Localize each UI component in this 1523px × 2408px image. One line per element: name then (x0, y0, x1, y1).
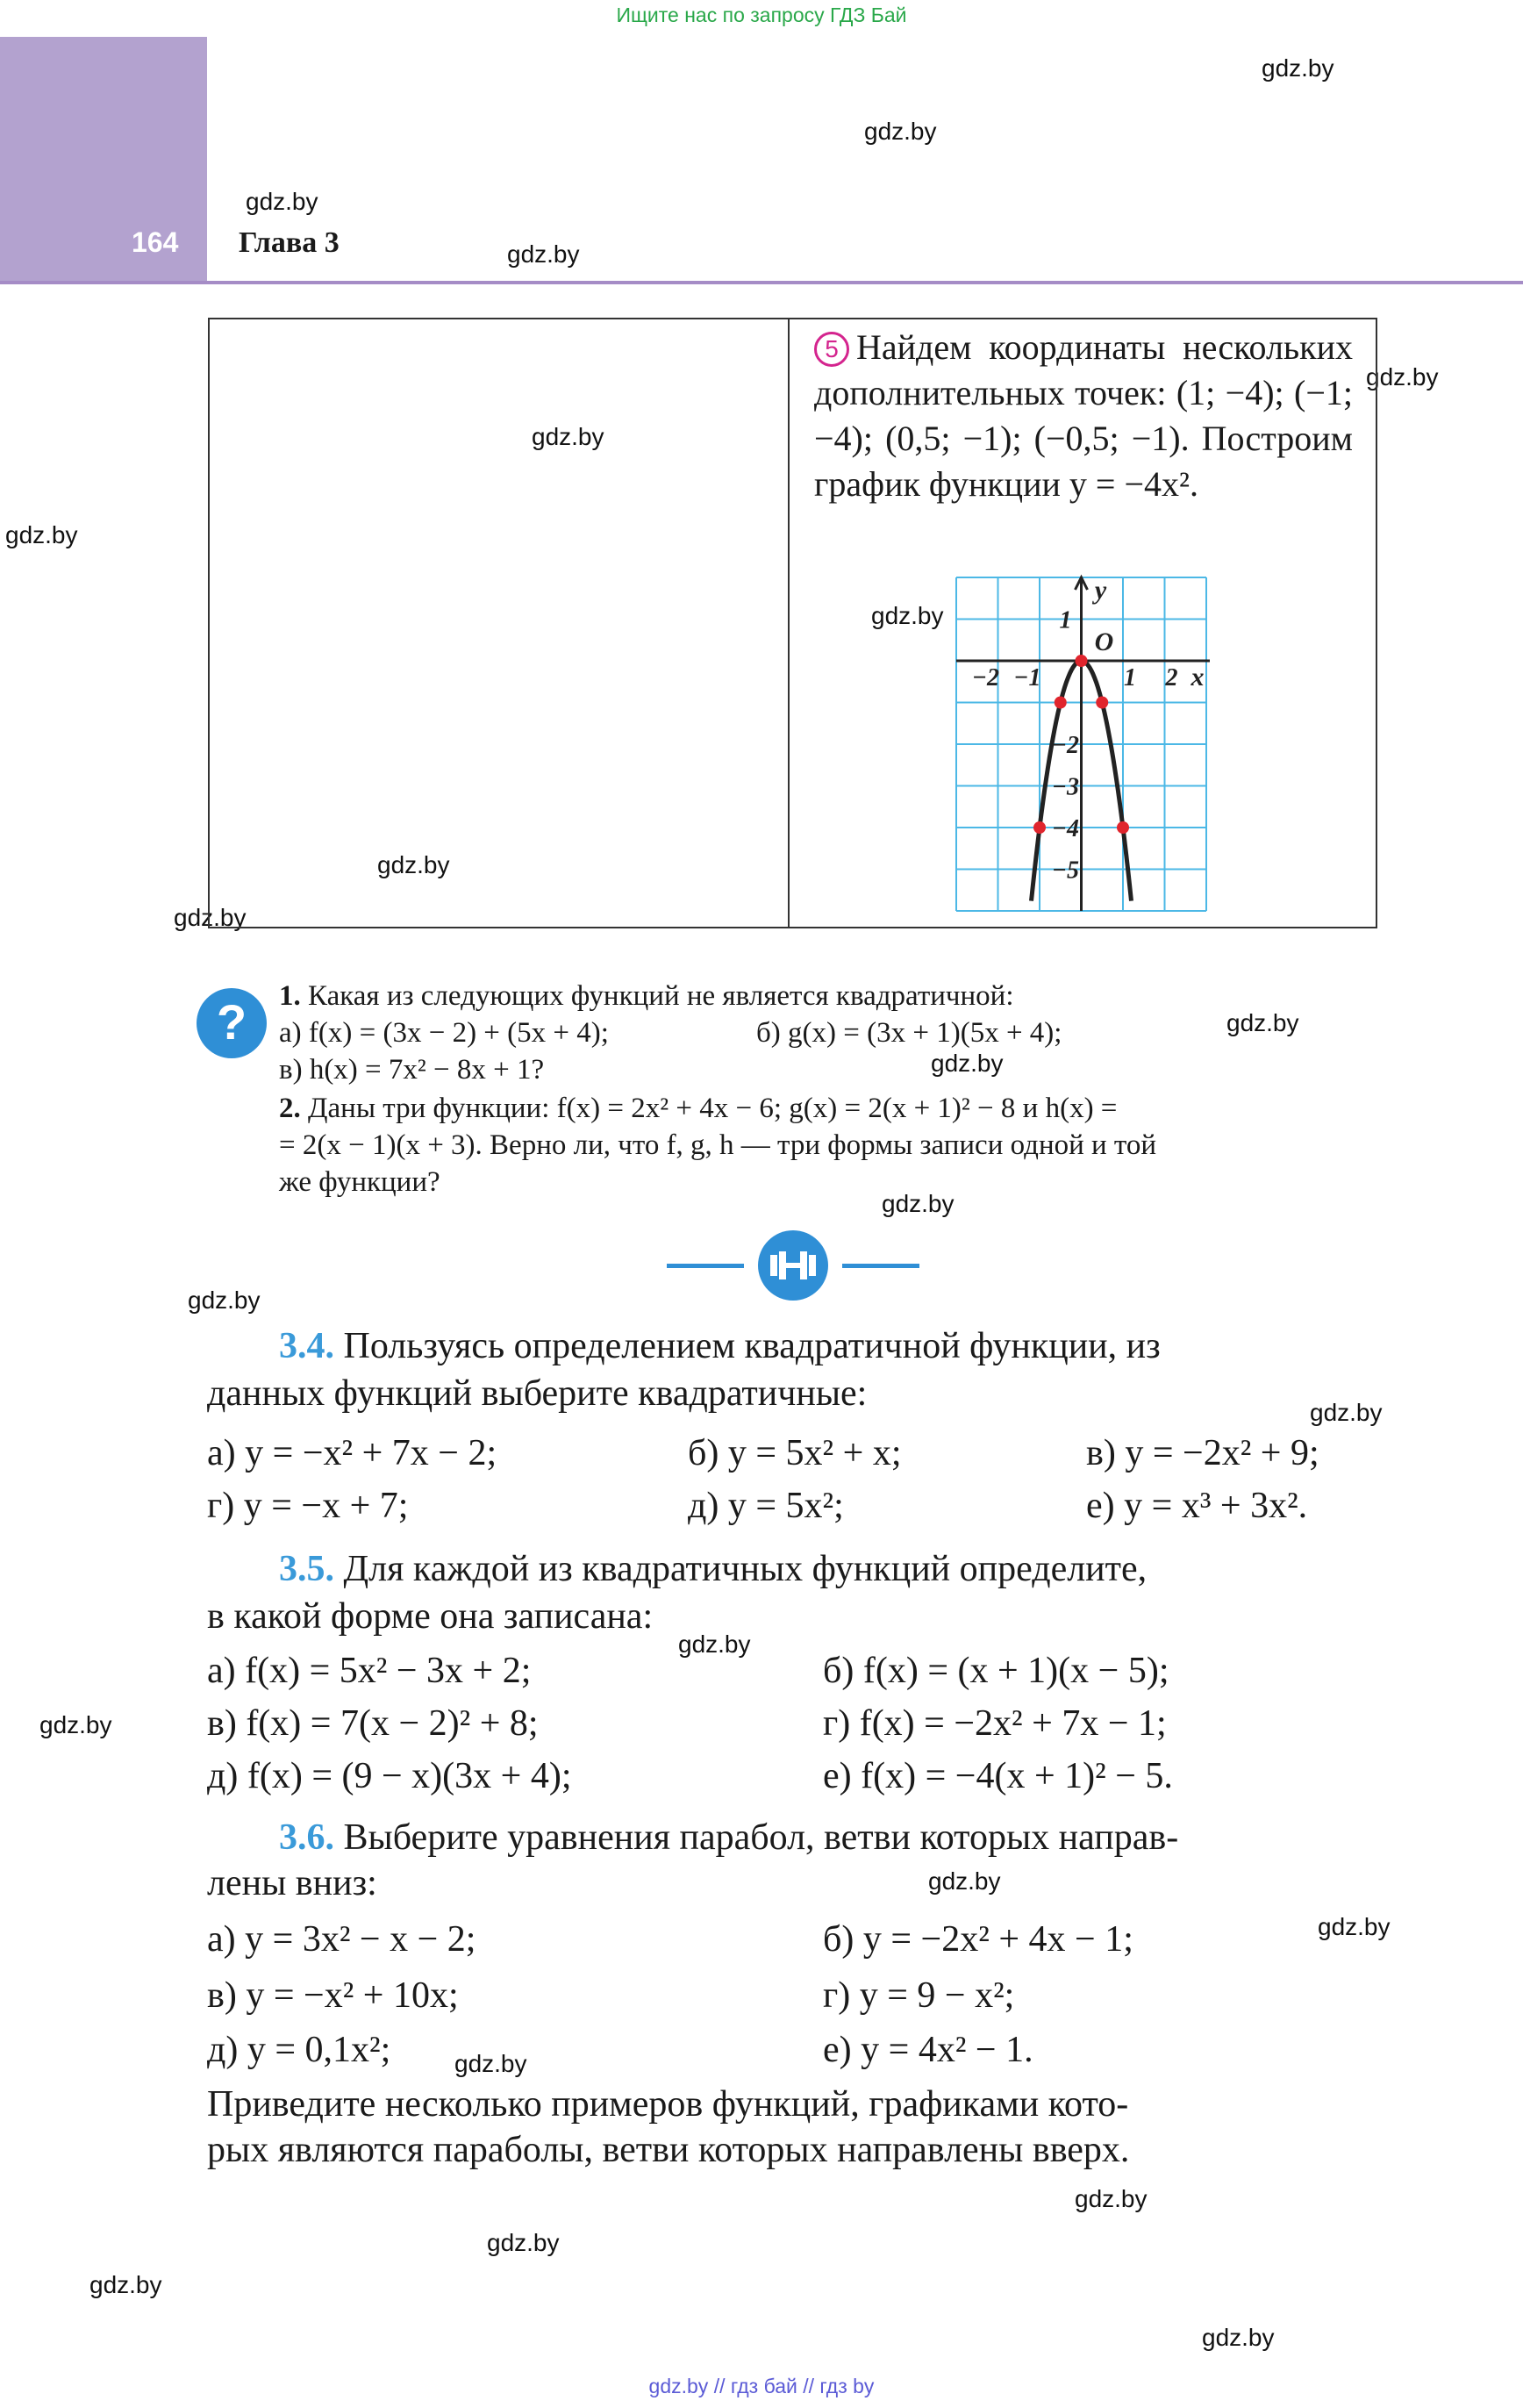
parabola-graph (947, 572, 1228, 914)
y-tick-label: −3 (1052, 773, 1079, 801)
problem-3-6-extra-line1: Приведите несколько примеров функций, графиками кото- (207, 2084, 1129, 2125)
x-tick-label: 2 (1165, 664, 1178, 692)
watermark: gdz.by (1226, 1009, 1299, 1036)
watermark: gdz.by (1262, 54, 1334, 82)
y-tick-label: −5 (1052, 856, 1079, 885)
watermark: gdz.by (1075, 2185, 1148, 2212)
watermark: gdz.by (487, 2229, 560, 2256)
problem-3-5-c: в) f(x) = 7(x − 2)² + 8; (207, 1703, 539, 1744)
watermark: gdz.by (871, 602, 944, 629)
footer-links[interactable]: gdz.by // гдз бай // гдз by (648, 2375, 875, 2397)
graph-labels (972, 576, 1204, 885)
problem-3-5-d: г) f(x) = −2x² + 7x − 1; (823, 1703, 1167, 1744)
watermark: gdz.by (928, 1867, 1001, 1895)
problem-3-4-d: г) y = −x + 7; (207, 1486, 409, 1526)
section-divider-right (842, 1264, 919, 1268)
problem-3-4-line2: данных функций выберите квадратичные: (207, 1373, 868, 1414)
origin-label: O (1094, 627, 1114, 656)
dumbbell-icon (758, 1230, 828, 1301)
step-5-body: Найдем координаты нескольких дополнительных точек: (1; −4); (−1; −4); (0,5; −1); (−0,5; −1). Построим график функции y = −4x². (814, 327, 1353, 504)
y-axis-label: y (1094, 576, 1107, 605)
question-2-line3: же функции? (279, 1166, 440, 1198)
data-point (1096, 697, 1108, 709)
problem-3-6-d: г) y = 9 − x²; (823, 1975, 1015, 2016)
data-point (1055, 697, 1067, 709)
problem-3-4-line1: 3.4. Пользуясь определением квадратичной функции, из (279, 1326, 1161, 1366)
y-tick-label: 1 (1059, 606, 1072, 634)
y-tick-label: −4 (1052, 815, 1079, 842)
watermark: gdz.by (931, 1050, 1004, 1077)
x-tick-label: 1 (1124, 664, 1136, 692)
question-2: 2. Даны три функции: f(x) = 2x² + 4x − 6; g(x) = 2(x + 1)² − 8 и h(x) = (279, 1093, 1118, 1124)
problem-3-4-b: б) y = 5x² + x; (688, 1433, 902, 1473)
watermark: gdz.by (864, 118, 937, 145)
exercise-icon (758, 1230, 828, 1301)
problem-3-6-c: в) y = −x² + 10x; (207, 1975, 459, 2016)
problem-3-4-e: д) y = 5x²; (688, 1486, 844, 1526)
problem-3-5-line2: в какой форме она записана: (207, 1596, 654, 1637)
watermark: gdz.by (532, 423, 604, 450)
step-5-text (814, 325, 1353, 507)
question-1: 1. Какая из следующих функций не является квадратичной: (279, 980, 1014, 1012)
question-2-line2: = 2(x − 1)(x + 3). Верно ли, что f, g, h — три формы записи одной и той (279, 1129, 1157, 1161)
section-divider-left (667, 1264, 744, 1268)
problem-3-5-b: б) f(x) = (x + 1)(x − 5); (823, 1651, 1169, 1691)
watermark: gdz.by (39, 1711, 112, 1738)
watermark: gdz.by (377, 851, 450, 878)
problem-3-6-line2: лены вниз: (207, 1863, 377, 1903)
x-axis-label: x (1191, 663, 1205, 692)
watermark: gdz.by (174, 904, 247, 931)
problem-3-4-a: а) y = −x² + 7x − 2; (207, 1433, 497, 1473)
problem-3-6-b: б) y = −2x² + 4x − 1; (823, 1919, 1133, 1960)
step-number: 5 (814, 332, 849, 367)
watermark: gdz.by (454, 2050, 527, 2077)
watermark: gdz.by (882, 1190, 955, 1217)
problem-3-6-f: е) y = 4x² − 1. (823, 2030, 1033, 2070)
watermark: gdz.by (1202, 2324, 1275, 2351)
watermark: gdz.by (5, 521, 78, 548)
question-icon: ? (197, 988, 267, 1058)
watermark: gdz.by (507, 240, 580, 268)
problem-3-4-f: е) y = x³ + 3x². (1086, 1486, 1308, 1526)
watermark: gdz.by (89, 2271, 162, 2298)
problem-3-6-a: а) y = 3x² − x − 2; (207, 1919, 476, 1960)
question-1-a: а) f(x) = (3x − 2) + (5x + 4); (279, 1017, 609, 1049)
watermark: gdz.by (1366, 363, 1439, 391)
question-1-c: в) h(x) = 7x² − 8x + 1? (279, 1054, 545, 1086)
page-number: 164 (132, 226, 179, 258)
data-point (1076, 655, 1088, 667)
problem-3-5-f: е) f(x) = −4(x + 1)² − 5. (823, 1756, 1173, 1796)
problem-3-5-line1: 3.5. Для каждой из квадратичных функций определите, (279, 1549, 1148, 1589)
watermark: gdz.by (1318, 1913, 1391, 1940)
problem-3-4-c: в) y = −2x² + 9; (1086, 1433, 1319, 1473)
y-tick-label: −2 (1052, 732, 1079, 759)
chapter-title: Глава 3 (239, 226, 340, 259)
data-point (1033, 821, 1046, 834)
x-tick-label: −1 (1013, 664, 1041, 692)
problem-3-5-e: д) f(x) = (9 − x)(3x + 4); (207, 1756, 572, 1796)
problem-3-6-extra-line2: рых являются параболы, ветви которых направлены вверх. (207, 2130, 1130, 2170)
x-tick-label: −2 (972, 664, 999, 692)
problem-3-6-line1: 3.6. Выберите уравнения парабол, ветви которых направ- (279, 1817, 1179, 1858)
top-banner[interactable]: Ищите нас по запросу ГДЗ Бай (616, 4, 907, 26)
header-rule (0, 281, 1523, 284)
question-1-b: б) g(x) = (3x + 1)(5x + 4); (756, 1017, 1062, 1049)
data-point (1117, 821, 1129, 834)
problem-3-5-a: а) f(x) = 5x² − 3x + 2; (207, 1651, 532, 1691)
watermark: gdz.by (1310, 1399, 1383, 1426)
problem-3-6-e: д) y = 0,1x²; (207, 2030, 391, 2070)
watermark: gdz.by (678, 1630, 751, 1658)
solution-box-divider (788, 318, 790, 928)
watermark: gdz.by (246, 188, 318, 215)
watermark: gdz.by (188, 1286, 261, 1314)
